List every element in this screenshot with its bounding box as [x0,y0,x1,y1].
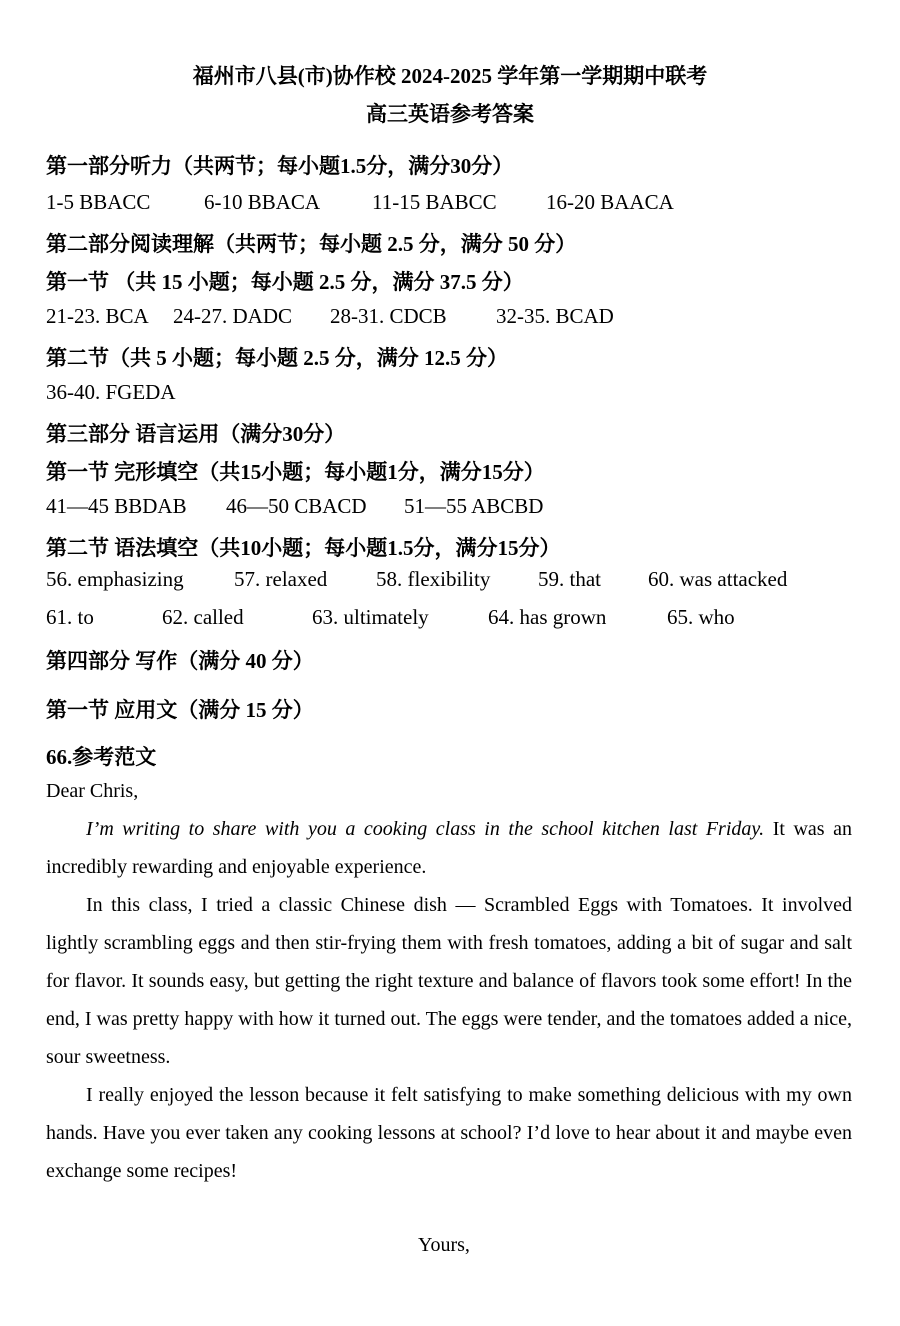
letter-opening-sentence: I’m writing to share with you a cooking class in the school kitchen last Friday. [86,818,765,840]
part4-section1-heading: 第一节 应用文（满分 15 分） [46,698,314,722]
part4-heading: 第四部分 写作（满分 40 分） [46,649,314,673]
letter-paragraph-3 [46,1076,852,1190]
listening-answer: 1-5 BBACC [46,190,151,214]
part2-section2-heading: 第二节（共 5 小题；每小题 2.5 分，满分 12.5 分） [46,346,508,370]
document-title: 福州市八县(市)协作校 2024-2025 学年第一学期期中联考 [192,64,708,88]
letter-closing: Yours, [418,1234,470,1256]
document-subtitle: 高三英语参考答案 [366,102,534,126]
grammar-answer: 60. was attacked [648,567,788,591]
reading-answer: 36-40. FGEDA [46,380,176,404]
letter-paragraph-3-text: I really enjoyed the lesson because it felt satisfying to make something delicious with my own hands. Have you ever taken any cooking lessons at school? I’d love to hear about it and maybe even exchange some recipes! [46,1084,852,1182]
listening-answer: 11-15 BABCC [372,190,497,214]
letter-paragraph-1 [46,810,852,886]
reading-answer: 32-35. BCAD [496,304,614,328]
grammar-answer: 57. relaxed [234,567,328,591]
grammar-answer: 59. that [538,567,601,591]
reading-answer: 28-31. CDCB [330,304,447,328]
grammar-answer: 64. has grown [488,605,607,629]
part2-section1-heading: 第一节 （共 15 小题；每小题 2.5 分，满分 37.5 分） [46,270,524,294]
cloze-answer: 51—55 ABCBD [404,494,544,518]
part1-heading: 第一部分听力（共两节；每小题1.5分，满分30分） [46,154,514,178]
sample-essay-label: 66.参考范文 [46,745,157,769]
letter-paragraph-1-rest: It was an incredibly rewarding and enjoyable experience. [46,818,853,878]
reading-answer: 21-23. BCA [46,304,149,328]
grammar-answer: 58. flexibility [376,567,491,591]
grammar-answer: 62. called [162,605,244,629]
grammar-answer: 61. to [46,605,94,629]
part3-heading: 第三部分 语言运用（满分30分） [46,422,346,446]
part3-section2-heading: 第二节 语法填空（共10小题；每小题1.5分，满分15分） [46,536,561,560]
part3-section1-heading: 第一节 完形填空（共15小题；每小题1分，满分15分） [46,460,545,484]
letter-paragraph-2-text: In this class, I tried a classic Chinese dish — Scrambled Eggs with Tomatoes. It involved lightly scrambling eggs and then stir-frying them with fresh tomatoes, adding a bit of sugar and salt for flavor. It sounds easy, but getting the right texture and balance of flavors took some effort! In the end, I was pretty happy with how it turned out. The eggs were tender, and the tomatoes added a nice, sour sweetness. [46,894,852,1068]
cloze-answer: 41—45 BBDAB [46,494,187,518]
listening-answer: 16-20 BAACA [546,190,674,214]
grammar-answer: 56. emphasizing [46,567,184,591]
letter-salutation: Dear Chris, [46,780,139,802]
reading-answer: 24-27. DADC [173,304,292,328]
listening-answer: 6-10 BBACA [204,190,321,214]
letter-paragraph-2 [46,886,852,1076]
cloze-answer: 46—50 CBACD [226,494,367,518]
grammar-answer: 63. ultimately [312,605,429,629]
part2-heading: 第二部分阅读理解（共两节；每小题 2.5 分，满分 50 分） [46,232,577,256]
grammar-answer: 65. who [667,605,735,629]
